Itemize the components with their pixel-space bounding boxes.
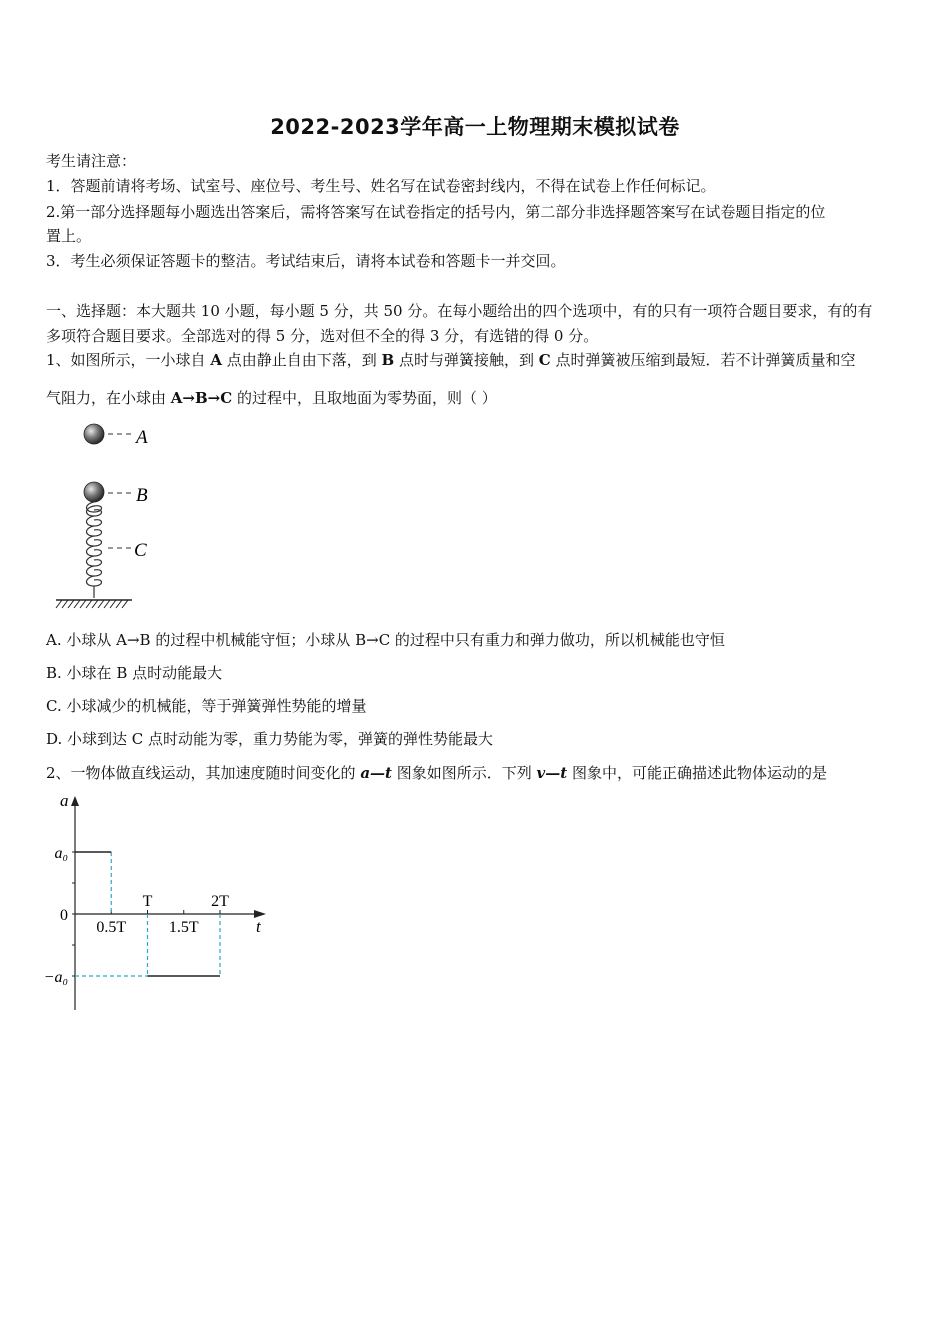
notice-heading: 考生请注意： — [46, 152, 137, 170]
label-c: C — [134, 540, 147, 561]
label-b: B — [136, 485, 148, 506]
spring-ball-figure — [48, 418, 158, 614]
q1-option-b: B. 小球在 B 点时动能最大 — [46, 664, 223, 682]
a-t-chart — [40, 790, 280, 1015]
label-a: A — [136, 427, 148, 448]
ground — [56, 600, 132, 608]
section-1-intro-line-1: 一、选择题：本大题共 10 小题，每小题 5 分，共 50 分。在每小题给出的四个选项中，有的只有一项符合题目要求，有的有 — [46, 302, 873, 320]
notice-item-2: 2.第一部分选择题每小题选出答案后，需将答案写在试卷指定的括号内，第二部分非选择题答案写在试卷题目指定的位 — [46, 203, 826, 221]
y-tick-label: a₀ — [54, 845, 68, 862]
y-tick-label: 0 — [60, 907, 68, 924]
section-1-intro-line-2: 多项符合题目要求。全部选对的得 5 分，选对但不全的得 3 分，有选错的得 0 分。 — [46, 327, 599, 345]
q2-at: a—t — [360, 764, 392, 782]
x-tick-label: 1.5T — [168, 919, 199, 936]
q2-text: 图象如图所示．下列 — [391, 764, 537, 782]
point-b: B — [381, 351, 395, 369]
y-axis-arrow — [71, 796, 79, 806]
ball-at-a — [84, 424, 104, 444]
spring — [87, 502, 102, 598]
q1-text: 气阻力，在小球由 — [46, 389, 171, 407]
q1-option-a: A. 小球从 A→B 的过程中机械能守恒；小球从 B→C 的过程中只有重力和弹力做功，所以机械能也守恒 — [46, 631, 725, 649]
q1-path: A→B→C — [170, 389, 233, 407]
y-axis-label: a — [60, 791, 69, 810]
q1-text: 1、如图所示，一小球自 — [46, 351, 211, 369]
page-title: 2022-2023学年高一上物理期末模拟试卷 — [270, 115, 680, 139]
q2-text: 图象中，可能正确描述此物体运动的是 — [567, 764, 827, 782]
q1-stem-line-1 — [46, 348, 910, 372]
x-axis-label: t — [256, 917, 261, 936]
ball-at-b — [84, 482, 104, 502]
q2-text: 2、一物体做直线运动，其加速度随时间变化的 — [46, 764, 361, 782]
q1-option-d: D. 小球到达 C 点时动能为零，重力势能为零，弹簧的弹性势能最大 — [46, 730, 494, 748]
y-tick-label: −a₀ — [43, 969, 68, 986]
q1-text: 点时与弹簧接触，到 — [394, 351, 539, 369]
q1-text: 点时弹簧被压缩到最短．若不计弹簧质量和空 — [550, 351, 856, 369]
x-tick-label: T — [142, 893, 153, 910]
notice-item-2-cont: 置上。 — [46, 227, 92, 245]
q2-stem — [46, 761, 910, 785]
point-c: C — [538, 351, 551, 369]
x-tick-label: 2T — [211, 893, 229, 910]
x-tick-label: 0.5T — [96, 919, 127, 936]
notice-item-3: 3．考生必须保证答题卡的整洁。考试结束后，请将本试卷和答题卡一并交回。 — [46, 252, 566, 270]
q1-stem-line-2 — [46, 386, 910, 410]
q2-vt: v—t — [536, 764, 568, 782]
q1-option-c: C. 小球减少的机械能，等于弹簧弹性势能的增量 — [46, 697, 367, 715]
notice-item-1: 1．答题前请将考场、试室号、座位号、考生号、姓名写在试卷密封线内，不得在试卷上作任何标记。 — [46, 177, 716, 195]
point-a: A — [210, 351, 222, 369]
q1-text: 的过程中，且取地面为零势面，则（ ） — [232, 389, 497, 407]
q1-text: 点由静止自由下落，到 — [221, 351, 382, 369]
